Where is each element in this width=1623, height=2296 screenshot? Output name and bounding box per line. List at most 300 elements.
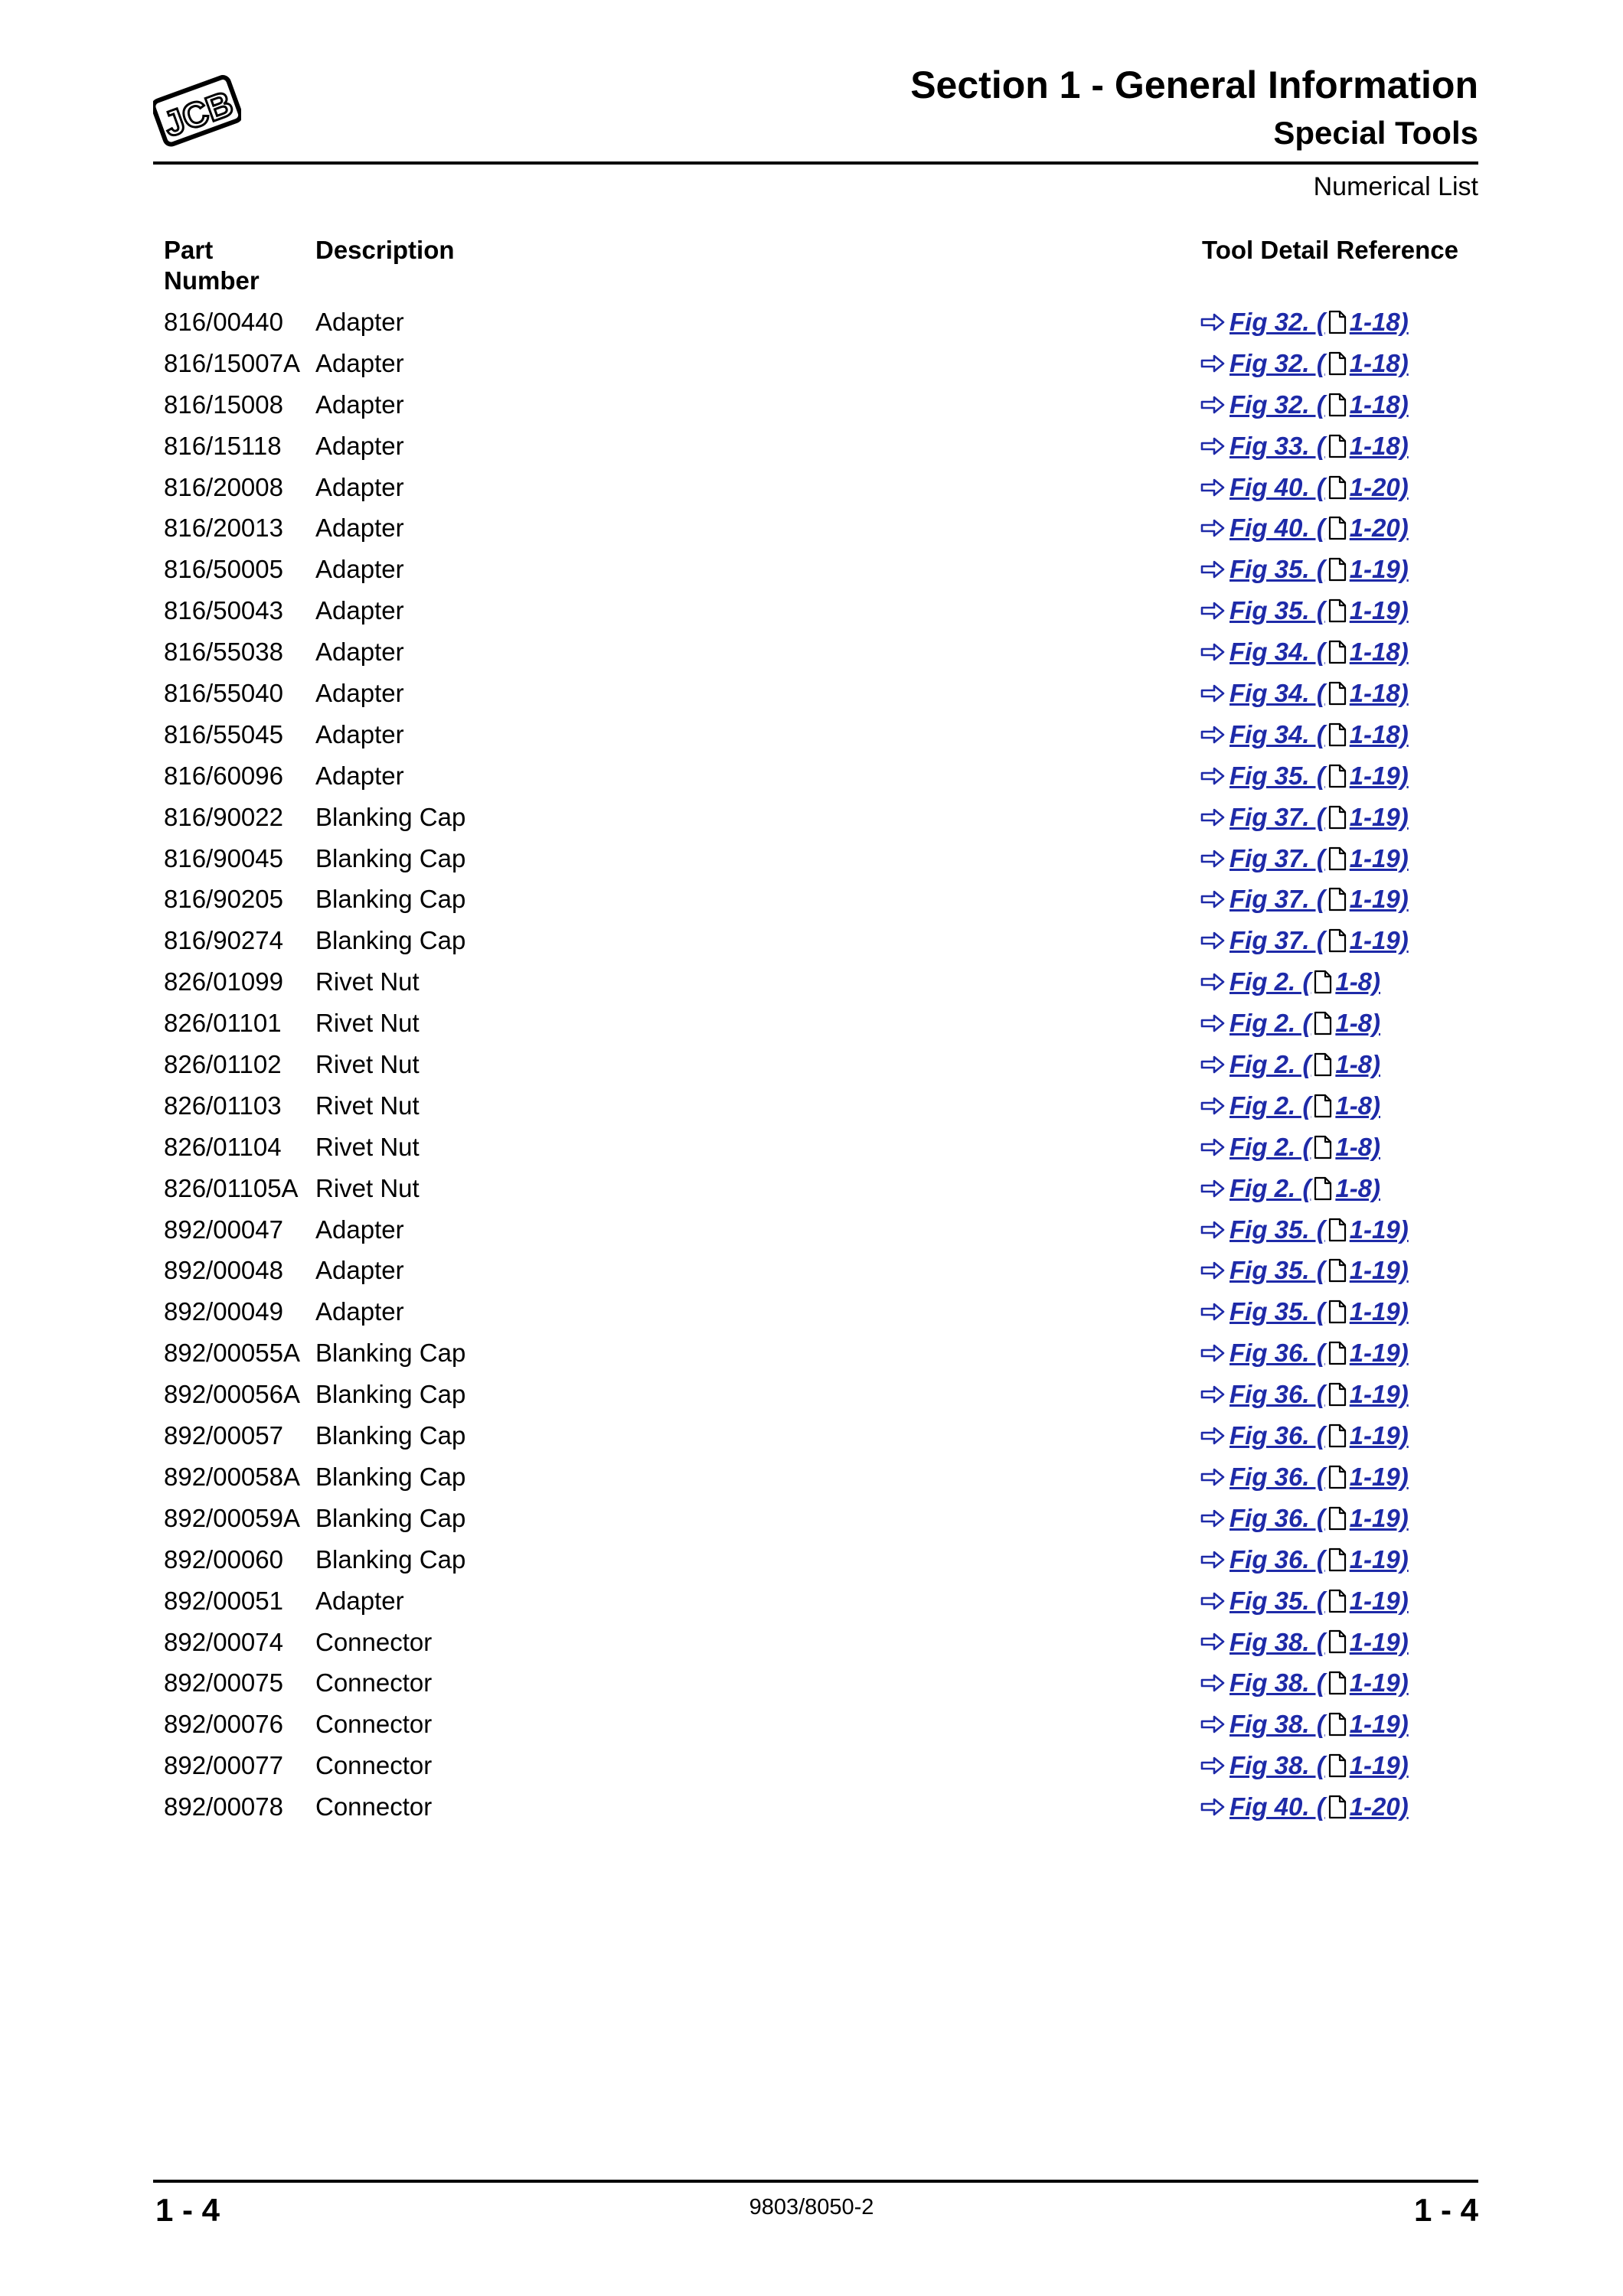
tool-detail-reference-link[interactable]: [1200, 1291, 1409, 1332]
arrow-right-icon: [1200, 807, 1225, 827]
page-icon: [1327, 1506, 1347, 1531]
table-row: [0, 714, 1623, 755]
table-row: [0, 426, 1623, 467]
tool-detail-reference-link[interactable]: [1200, 467, 1409, 508]
tool-detail-reference-link[interactable]: [1200, 1127, 1380, 1168]
page-reference: 1-19): [1349, 1339, 1409, 1368]
page-reference: 1-19): [1349, 1421, 1409, 1450]
page-icon: [1327, 1465, 1347, 1489]
table-row: [0, 961, 1623, 1003]
page-reference: 1-19): [1349, 1215, 1409, 1244]
table-row: [0, 1415, 1623, 1456]
table-row: [0, 1332, 1623, 1374]
tool-detail-reference-link[interactable]: [1200, 755, 1409, 797]
tool-detail-reference-link[interactable]: [1200, 549, 1409, 590]
tool-detail-reference-link[interactable]: [1200, 1003, 1380, 1044]
tool-detail-reference-link[interactable]: [1200, 1622, 1409, 1663]
page-icon: [1327, 310, 1347, 334]
table-row: [0, 1580, 1623, 1622]
part-number: 816/90045: [164, 843, 283, 872]
part-number: 826/01102: [164, 1050, 282, 1079]
page-reference: 1-8): [1335, 1091, 1381, 1120]
tool-detail-reference-link[interactable]: [1200, 343, 1409, 384]
page-icon: [1327, 516, 1347, 540]
table-row: [0, 302, 1623, 343]
tool-detail-reference-link[interactable]: [1200, 1168, 1380, 1209]
figure-reference: Fig 2. (: [1229, 1173, 1311, 1202]
page-reference: 1-20): [1349, 472, 1409, 501]
arrow-right-icon: [1200, 395, 1225, 415]
tool-detail-reference-link[interactable]: [1200, 920, 1409, 961]
page-reference: 1-19): [1349, 1751, 1409, 1780]
part-number: 892/00049: [164, 1297, 283, 1326]
arrow-right-icon: [1200, 601, 1225, 621]
part-description: Blanking Cap: [315, 885, 466, 914]
table-row: [0, 1003, 1623, 1044]
page-reference: 1-19): [1349, 1544, 1409, 1574]
part-number: 892/00058A: [164, 1462, 301, 1491]
figure-reference: Fig 33. (: [1229, 431, 1325, 460]
part-number: 816/15007A: [164, 348, 301, 377]
part-description: Blanking Cap: [315, 1503, 466, 1532]
tool-detail-reference-link[interactable]: [1200, 1662, 1409, 1704]
part-number: 892/00076: [164, 1710, 283, 1739]
arrow-right-icon: [1200, 1508, 1225, 1528]
arrow-right-icon: [1200, 312, 1225, 332]
tool-detail-reference-link[interactable]: [1200, 1498, 1409, 1539]
table-row: [0, 920, 1623, 961]
part-number: 816/15118: [164, 431, 282, 460]
figure-reference: Fig 34. (: [1229, 638, 1325, 667]
part-description: Rivet Nut: [315, 1009, 420, 1038]
page-reference: 1-19): [1349, 1297, 1409, 1326]
page-icon: [1327, 1424, 1347, 1448]
page-icon: [1327, 1629, 1347, 1654]
arrow-right-icon: [1200, 1302, 1225, 1322]
arrow-right-icon: [1200, 354, 1225, 373]
figure-reference: Fig 40. (: [1229, 472, 1325, 501]
arrow-right-icon: [1200, 1384, 1225, 1404]
part-number: 816/50043: [164, 596, 283, 625]
part-number: 816/20008: [164, 472, 283, 501]
arrow-right-icon: [1200, 889, 1225, 909]
page-icon: [1327, 681, 1347, 706]
figure-reference: Fig 37. (: [1229, 885, 1325, 914]
page-reference: 1-19): [1349, 1380, 1409, 1409]
part-number: 816/15008: [164, 390, 283, 419]
figure-reference: Fig 2. (: [1229, 967, 1311, 996]
figure-reference: Fig 40. (: [1229, 514, 1325, 543]
arrow-right-icon: [1200, 1673, 1225, 1693]
arrow-right-icon: [1200, 972, 1225, 992]
column-header-description: Description: [315, 236, 455, 264]
page-icon: [1327, 434, 1347, 458]
figure-reference: Fig 36. (: [1229, 1544, 1325, 1574]
figure-reference: Fig 35. (: [1229, 1256, 1325, 1285]
page-reference: 1-18): [1349, 308, 1409, 336]
part-number: 816/90274: [164, 926, 283, 955]
arrow-right-icon: [1200, 1055, 1225, 1075]
tool-detail-reference-link[interactable]: [1200, 1456, 1409, 1498]
page-icon: [1327, 557, 1347, 582]
page-reference: 1-18): [1349, 348, 1409, 377]
part-number: 826/01104: [164, 1132, 282, 1161]
document-number: 9803/8050-2: [749, 2195, 874, 2219]
tool-detail-reference-link[interactable]: [1200, 1332, 1409, 1374]
part-number: 816/20013: [164, 514, 283, 543]
arrow-right-icon: [1200, 931, 1225, 951]
part-number: 892/00056A: [164, 1380, 301, 1409]
part-description: Rivet Nut: [315, 1132, 420, 1161]
table-row: [0, 384, 1623, 426]
figure-reference: Fig 35. (: [1229, 761, 1325, 790]
table-row: [0, 1209, 1623, 1251]
page-reference: 1-20): [1349, 1792, 1409, 1821]
part-description: Rivet Nut: [315, 1091, 420, 1120]
arrow-right-icon: [1200, 559, 1225, 579]
arrow-right-icon: [1200, 1550, 1225, 1570]
figure-reference: Fig 35. (: [1229, 596, 1325, 625]
page-reference: 1-19): [1349, 555, 1409, 584]
figure-reference: Fig 37. (: [1229, 843, 1325, 872]
tool-detail-reference-link[interactable]: [1200, 673, 1409, 714]
table-row: [0, 797, 1623, 838]
part-number: 816/90022: [164, 802, 283, 831]
tool-detail-reference-link[interactable]: [1200, 1374, 1409, 1415]
part-description: Blanking Cap: [315, 926, 466, 955]
figure-reference: Fig 34. (: [1229, 719, 1325, 748]
part-description: Adapter: [315, 431, 404, 460]
arrow-right-icon: [1200, 1632, 1225, 1652]
page-reference: 1-19): [1349, 802, 1409, 831]
part-description: Adapter: [315, 1586, 404, 1615]
tool-detail-reference-link[interactable]: [1200, 507, 1409, 549]
page-reference: 1-19): [1349, 926, 1409, 955]
page-reference: 1-18): [1349, 719, 1409, 748]
page-reference: 1-8): [1335, 1173, 1381, 1202]
page-icon: [1313, 1135, 1333, 1159]
tool-detail-reference-link[interactable]: [1200, 384, 1409, 426]
table-row: [0, 1745, 1623, 1786]
arrow-right-icon: [1200, 1096, 1225, 1116]
page-icon: [1327, 1548, 1347, 1572]
table-row: [0, 1704, 1623, 1745]
page-icon: [1327, 1258, 1347, 1283]
table-row: [0, 590, 1623, 631]
page-reference: 1-19): [1349, 1503, 1409, 1532]
tool-detail-reference-link[interactable]: [1200, 879, 1409, 920]
part-number: 892/00074: [164, 1627, 283, 1656]
part-description: Adapter: [315, 638, 404, 667]
tool-detail-reference-link[interactable]: [1200, 1250, 1409, 1291]
part-description: Adapter: [315, 761, 404, 790]
part-description: Connector: [315, 1710, 433, 1739]
table-row: [0, 1085, 1623, 1127]
page-number-right: 1 - 4: [1413, 2192, 1478, 2228]
part-description: Rivet Nut: [315, 1173, 420, 1202]
table-row: [0, 1291, 1623, 1332]
arrow-right-icon: [1200, 1261, 1225, 1280]
page-reference: 1-18): [1349, 679, 1409, 708]
figure-reference: Fig 36. (: [1229, 1503, 1325, 1532]
page-reference: 1-8): [1335, 1132, 1381, 1161]
part-number: 892/00051: [164, 1586, 283, 1615]
figure-reference: Fig 34. (: [1229, 679, 1325, 708]
tool-detail-reference-link[interactable]: [1200, 1704, 1409, 1745]
part-description: Adapter: [315, 596, 404, 625]
page-icon: [1327, 475, 1347, 500]
column-header-tool-detail-reference: Tool Detail Reference: [1202, 236, 1458, 264]
page-icon: [1327, 805, 1347, 830]
part-description: Adapter: [315, 1256, 404, 1285]
arrow-right-icon: [1200, 1137, 1225, 1157]
page-icon: [1313, 1094, 1333, 1118]
figure-reference: Fig 2. (: [1229, 1050, 1311, 1079]
page-reference: 1-8): [1335, 1050, 1381, 1079]
arrow-right-icon: [1200, 1220, 1225, 1240]
jcb-logo: [153, 73, 241, 153]
arrow-right-icon: [1200, 436, 1225, 456]
page-icon: [1327, 1218, 1347, 1242]
arrow-right-icon: [1200, 725, 1225, 745]
part-number: 892/00059A: [164, 1503, 301, 1532]
part-description: Blanking Cap: [315, 1544, 466, 1574]
tool-detail-reference-link[interactable]: [1200, 714, 1409, 755]
page-icon: [1327, 1382, 1347, 1407]
figure-reference: Fig 32. (: [1229, 308, 1325, 336]
table-row: [0, 1662, 1623, 1704]
part-description: Blanking Cap: [315, 1339, 466, 1368]
part-description: Adapter: [315, 1297, 404, 1326]
page-reference: 1-18): [1349, 390, 1409, 419]
part-number: 816/60096: [164, 761, 283, 790]
arrow-right-icon: [1200, 1756, 1225, 1776]
table-row: [0, 1622, 1623, 1663]
part-number: 816/55045: [164, 719, 283, 748]
part-description: Rivet Nut: [315, 967, 420, 996]
parts-table: [0, 302, 1623, 1828]
part-description: Adapter: [315, 514, 404, 543]
tool-detail-reference-link[interactable]: [1200, 631, 1409, 673]
part-number: 892/00077: [164, 1751, 283, 1780]
table-row: [0, 343, 1623, 384]
page-icon: [1313, 970, 1333, 994]
tool-detail-reference-link[interactable]: [1200, 1786, 1409, 1828]
part-number: 892/00078: [164, 1792, 283, 1821]
part-description: Adapter: [315, 719, 404, 748]
part-number: 816/55040: [164, 679, 283, 708]
page-icon: [1327, 393, 1347, 417]
figure-reference: Fig 32. (: [1229, 390, 1325, 419]
figure-reference: Fig 2. (: [1229, 1091, 1311, 1120]
part-number: 892/00057: [164, 1421, 283, 1450]
figure-reference: Fig 37. (: [1229, 802, 1325, 831]
table-row: [0, 1044, 1623, 1085]
page-number-left: 1 - 4: [155, 2192, 220, 2228]
part-description: Connector: [315, 1751, 433, 1780]
page-reference: 1-19): [1349, 1462, 1409, 1491]
page-reference: 1-8): [1335, 967, 1381, 996]
tool-detail-reference-link[interactable]: [1200, 838, 1409, 879]
part-number: 892/00060: [164, 1544, 283, 1574]
part-description: Blanking Cap: [315, 1380, 466, 1409]
arrow-right-icon: [1200, 1013, 1225, 1033]
arrow-right-icon: [1200, 642, 1225, 662]
part-description: Blanking Cap: [315, 843, 466, 872]
page-reference: 1-19): [1349, 1586, 1409, 1615]
page-icon: [1327, 722, 1347, 747]
arrow-right-icon: [1200, 683, 1225, 703]
part-number: 816/55038: [164, 638, 283, 667]
figure-reference: Fig 35. (: [1229, 1586, 1325, 1615]
figure-reference: Fig 36. (: [1229, 1380, 1325, 1409]
figure-reference: Fig 35. (: [1229, 1215, 1325, 1244]
page-reference: 1-19): [1349, 596, 1409, 625]
tool-detail-reference-link[interactable]: [1200, 1044, 1380, 1085]
arrow-right-icon: [1200, 1343, 1225, 1363]
page-icon: [1327, 846, 1347, 871]
arrow-right-icon: [1200, 478, 1225, 497]
page-icon: [1327, 1300, 1347, 1324]
page-icon: [1327, 1753, 1347, 1778]
list-title: Numerical List: [1313, 172, 1478, 201]
figure-reference: Fig 38. (: [1229, 1627, 1325, 1656]
arrow-right-icon: [1200, 1714, 1225, 1734]
tool-detail-reference-link[interactable]: [1200, 1209, 1409, 1251]
part-number: 816/50005: [164, 555, 283, 584]
page-icon: [1313, 1052, 1333, 1077]
page-icon: [1327, 1795, 1347, 1819]
page-icon: [1327, 1589, 1347, 1613]
table-row: [0, 1498, 1623, 1539]
part-description: Adapter: [315, 308, 404, 336]
header-divider: [153, 161, 1478, 165]
part-number: 892/00075: [164, 1668, 283, 1698]
figure-reference: Fig 32. (: [1229, 348, 1325, 377]
part-number: 826/01101: [164, 1009, 282, 1038]
figure-reference: Fig 38. (: [1229, 1751, 1325, 1780]
part-number: 826/01105A: [164, 1173, 299, 1202]
figure-reference: Fig 38. (: [1229, 1710, 1325, 1739]
arrow-right-icon: [1200, 1797, 1225, 1817]
part-description: Blanking Cap: [315, 1462, 466, 1491]
page-reference: 1-19): [1349, 885, 1409, 914]
table-row: [0, 1786, 1623, 1828]
part-description: Adapter: [315, 348, 404, 377]
figure-reference: Fig 36. (: [1229, 1421, 1325, 1450]
page-reference: 1-19): [1349, 1710, 1409, 1739]
page-icon: [1327, 1712, 1347, 1737]
tool-detail-reference-link[interactable]: [1200, 797, 1409, 838]
part-description: Connector: [315, 1792, 433, 1821]
arrow-right-icon: [1200, 1179, 1225, 1199]
table-row: [0, 1250, 1623, 1291]
figure-reference: Fig 36. (: [1229, 1339, 1325, 1368]
table-row: [0, 1374, 1623, 1415]
page-reference: 1-18): [1349, 638, 1409, 667]
figure-reference: Fig 40. (: [1229, 1792, 1325, 1821]
arrow-right-icon: [1200, 849, 1225, 869]
figure-reference: Fig 2. (: [1229, 1009, 1311, 1038]
part-number: 816/00440: [164, 308, 283, 336]
table-row: [0, 549, 1623, 590]
tool-detail-reference-link[interactable]: [1200, 1539, 1409, 1580]
page-icon: [1327, 1671, 1347, 1695]
part-number: 826/01103: [164, 1091, 282, 1120]
page-reference: 1-19): [1349, 843, 1409, 872]
footer-divider: [153, 2180, 1478, 2183]
table-row: [0, 1127, 1623, 1168]
figure-reference: Fig 38. (: [1229, 1668, 1325, 1698]
tool-detail-reference-link[interactable]: [1200, 590, 1409, 631]
tool-detail-reference-link[interactable]: [1200, 426, 1409, 467]
page-icon: [1327, 640, 1347, 664]
arrow-right-icon: [1200, 766, 1225, 786]
part-description: Rivet Nut: [315, 1050, 420, 1079]
column-header-part-number: Part Number: [164, 236, 260, 295]
table-row: [0, 838, 1623, 879]
part-description: Connector: [315, 1668, 433, 1698]
page-reference: 1-19): [1349, 761, 1409, 790]
page-reference: 1-8): [1335, 1009, 1381, 1038]
page-icon: [1327, 887, 1347, 912]
part-description: Adapter: [315, 555, 404, 584]
page-icon: [1327, 928, 1347, 953]
tool-detail-reference-link[interactable]: [1200, 1085, 1380, 1127]
part-description: Blanking Cap: [315, 1421, 466, 1450]
section-title: Section 1 - General Information: [910, 64, 1478, 106]
figure-reference: Fig 2. (: [1229, 1132, 1311, 1161]
table-row: [0, 1168, 1623, 1209]
page-reference: 1-20): [1349, 514, 1409, 543]
arrow-right-icon: [1200, 1591, 1225, 1611]
tool-detail-reference-link[interactable]: [1200, 1580, 1409, 1622]
table-row: [0, 1456, 1623, 1498]
table-row: [0, 755, 1623, 797]
page-icon: [1327, 351, 1347, 376]
part-number: 816/90205: [164, 885, 283, 914]
table-row: [0, 507, 1623, 549]
figure-reference: Fig 37. (: [1229, 926, 1325, 955]
tool-detail-reference-link[interactable]: [1200, 961, 1380, 1003]
part-number: 892/00047: [164, 1215, 283, 1244]
part-number: 892/00048: [164, 1256, 283, 1285]
part-description: Blanking Cap: [315, 802, 466, 831]
section-subtitle: Special Tools: [1273, 115, 1478, 151]
page-icon: [1327, 764, 1347, 788]
figure-reference: Fig 36. (: [1229, 1462, 1325, 1491]
arrow-right-icon: [1200, 1426, 1225, 1446]
part-number: 892/00055A: [164, 1339, 301, 1368]
part-description: Adapter: [315, 679, 404, 708]
part-number: 826/01099: [164, 967, 283, 996]
figure-reference: Fig 35. (: [1229, 555, 1325, 584]
tool-detail-reference-link[interactable]: [1200, 1745, 1409, 1786]
arrow-right-icon: [1200, 518, 1225, 538]
table-row: [0, 467, 1623, 508]
svg-text:JCB: JCB: [158, 83, 238, 145]
page-reference: 1-19): [1349, 1256, 1409, 1285]
table-row: [0, 631, 1623, 673]
part-description: Adapter: [315, 472, 404, 501]
tool-detail-reference-link[interactable]: [1200, 1415, 1409, 1456]
part-description: Connector: [315, 1627, 433, 1656]
page-reference: 1-19): [1349, 1668, 1409, 1698]
part-description: Adapter: [315, 1215, 404, 1244]
page-icon: [1313, 1011, 1333, 1035]
part-description: Adapter: [315, 390, 404, 419]
tool-detail-reference-link[interactable]: [1200, 302, 1409, 343]
